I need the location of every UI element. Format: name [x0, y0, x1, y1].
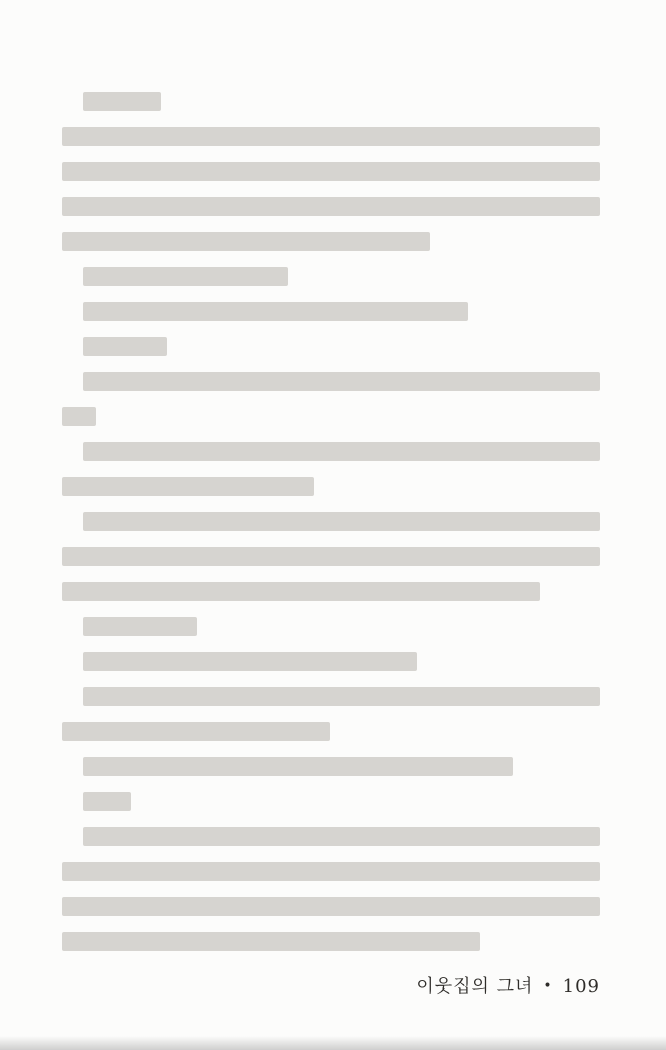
- footer-separator-icon: •: [543, 978, 553, 994]
- redacted-text-line: [62, 897, 600, 916]
- redacted-text-line: [83, 792, 131, 811]
- redacted-text-line: [83, 757, 513, 776]
- redacted-text-line: [62, 162, 600, 181]
- redacted-text-line: [62, 862, 600, 881]
- redacted-text-line: [62, 477, 314, 496]
- page-footer: [416, 972, 600, 998]
- redacted-text-line: [62, 232, 430, 251]
- redacted-text-line: [62, 407, 96, 426]
- redacted-text-line: [83, 442, 600, 461]
- redacted-text-line: [62, 197, 600, 216]
- redacted-text-line: [83, 267, 288, 286]
- redacted-text-line: [62, 932, 480, 951]
- redacted-text-line: [83, 302, 468, 321]
- body-text-redacted: [62, 92, 600, 967]
- redacted-text-line: [62, 127, 600, 146]
- page-number: 109: [562, 976, 600, 997]
- redacted-text-line: [83, 337, 167, 356]
- redacted-text-line: [83, 827, 600, 846]
- redacted-text-line: [83, 687, 600, 706]
- redacted-text-line: [62, 722, 330, 741]
- redacted-text-line: [83, 617, 197, 636]
- redacted-text-line: [62, 582, 540, 601]
- redacted-text-line: [83, 652, 417, 671]
- book-title: 이웃집의 그녀: [416, 976, 534, 997]
- redacted-text-line: [83, 512, 600, 531]
- redacted-text-line: [62, 547, 600, 566]
- redacted-text-line: [83, 92, 161, 111]
- redacted-text-line: [83, 372, 600, 391]
